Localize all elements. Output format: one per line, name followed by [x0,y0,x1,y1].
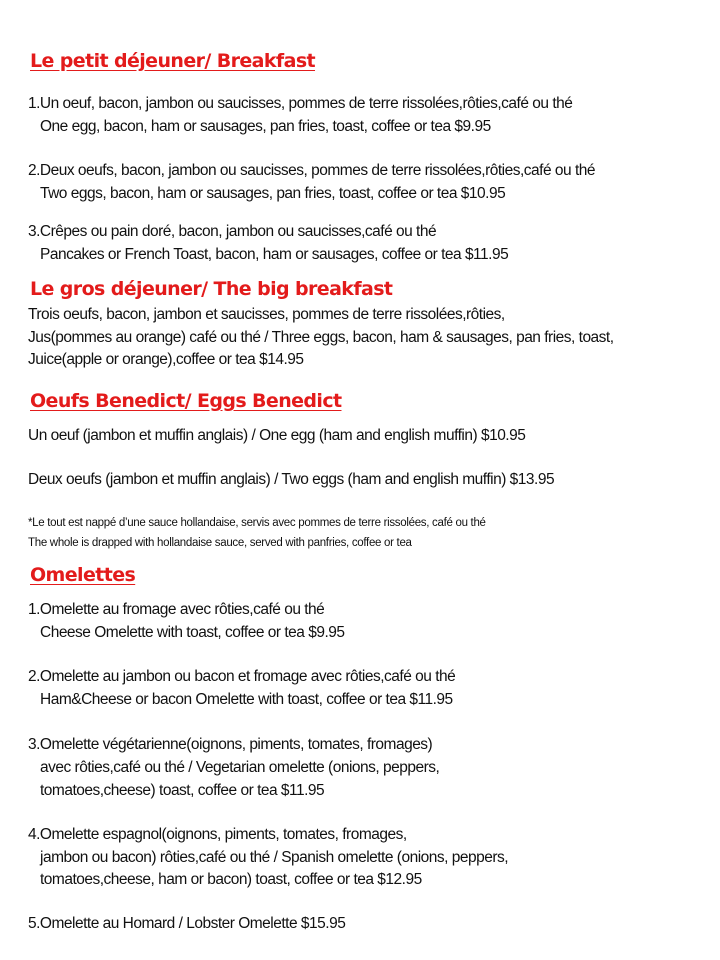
benedict-heading: Oeufs Benedict/ Eggs Benedict [30,390,342,412]
omelette-item-4-line-3: tomatoes,cheese, ham or bacon) toast, coffee or tea $12.95 [40,871,422,888]
big-breakfast-line-3: Juice(apple or orange),coffee or tea $14.95 [28,351,304,368]
omelette-item-2-line-1: 2.Omelette au jambon ou bacon et fromage avec rôties,café ou thé [28,668,456,685]
benedict-note-fr: *Le tout est nappé d’une sauce hollandaise, servis avec pommes de terre rissolées, café ou thé [28,517,486,529]
breakfast-heading: Le petit déjeuner/ Breakfast [30,50,316,72]
breakfast-item-3-en: Pancakes or French Toast, bacon, ham or sausages, coffee or tea $11.95 [40,246,509,263]
omelette-item-1-line-2: Cheese Omelette with toast, coffee or tea $9.95 [40,624,345,641]
omelette-item-2-line-2: Ham&Cheese or bacon Omelette with toast, coffee or tea $11.95 [40,691,453,708]
big-breakfast-line-1: Trois oeufs, bacon, jambon et saucisses, pommes de terre rissolées,rôties, [28,306,505,323]
omelette-item-3-line-2: avec rôties,café ou thé / Vegetarian omelette (onions, peppers, [40,759,440,776]
benedict-item-1: Un oeuf (jambon et muffin anglais) / One egg (ham and english muffin) $10.95 [28,427,526,444]
breakfast-item-1-fr: 1.Un oeuf, bacon, jambon ou saucisses, pommes de terre rissolées,rôties,café ou thé [28,95,573,112]
omelette-item-4-line-1: 4.Omelette espagnol(oignons, piments, tomates, fromages, [28,826,407,843]
breakfast-item-2-en: Two eggs, bacon, ham or sausages, pan fries, toast, coffee or tea $10.95 [40,185,506,202]
omelette-item-3-line-1: 3.Omelette végétarienne(oignons, piments, tomates, fromages) [28,736,433,753]
omelettes-heading: Omelettes [30,564,136,586]
omelette-item-3-line-3: tomatoes,cheese) toast, coffee or tea $11.95 [40,782,325,799]
benedict-item-2: Deux oeufs (jambon et muffin anglais) / Two eggs (ham and english muffin) $13.95 [28,471,555,488]
breakfast-item-1-en: One egg, bacon, ham or sausages, pan fries, toast, coffee or tea $9.95 [40,118,491,135]
omelette-item-1-line-1: 1.Omelette au fromage avec rôties,café ou thé [28,601,325,618]
big-breakfast-heading: Le gros déjeuner/ The big breakfast [30,278,393,300]
omelette-item-4-line-2: jambon ou bacon) rôties,café ou thé / Spanish omelette (onions, peppers, [40,849,509,866]
benedict-note-en: The whole is drapped with hollandaise sauce, served with panfries, coffee or tea [28,537,412,549]
omelette-item-5-line-1: 5.Omelette au Homard / Lobster Omelette $15.95 [28,915,346,932]
big-breakfast-line-2: Jus(pommes au orange) café ou thé / Three eggs, bacon, ham & sausages, pan fries, toast, [28,329,614,346]
breakfast-item-3-fr: 3.Crêpes ou pain doré, bacon, jambon ou saucisses,café ou thé [28,223,437,240]
breakfast-item-2-fr: 2.Deux oeufs, bacon, jambon ou saucisses, pommes de terre rissolées,rôties,café ou thé [28,162,595,179]
